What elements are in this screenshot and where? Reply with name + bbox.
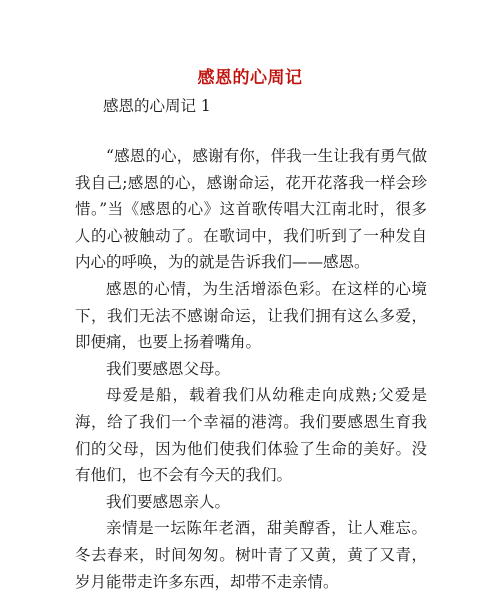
paragraph: 我们要感恩父母。: [106, 359, 231, 378]
document-subtitle: 感恩的心周记 1: [103, 97, 211, 115]
document-body: [75, 143, 427, 595]
paragraph: 母爱是船，载着我们从幼稚走向成熟;父爱是海，给了我们一个幸福的港湾。我们要感恩生育我们的父母，因为他们使我们体验了生命的美好。没有他们，也不会有今天的我们。: [75, 386, 427, 485]
paragraph: 感恩的心情，为生活增添色彩。在这样的心境下，我们无法不感谢命运，让我们拥有这么多爱，即便痛，也要上扬着嘴角。: [75, 279, 427, 352]
document-title: 感恩的心周记: [197, 68, 303, 88]
paragraph: 亲情是一坛陈年老酒，甜美醇香，让人难忘。冬去春来，时间匆匆。树叶青了又黄，黄了又青，岁月能带走许多东西，却带不走亲情。: [75, 519, 427, 591]
paragraph: 我们要感恩亲人。: [106, 492, 231, 511]
paragraph: “感恩的心，感谢有你，伴我一生让我有勇气做我自己;感恩的心，感谢命运，花开花落我一样会珍惜。”当《感恩的心》这首歌传唱大江南北时，很多人的心被触动了。在歌词中，我们听到了一种发自内心的呼唤，为的就是告诉我们——感恩。: [75, 147, 427, 272]
